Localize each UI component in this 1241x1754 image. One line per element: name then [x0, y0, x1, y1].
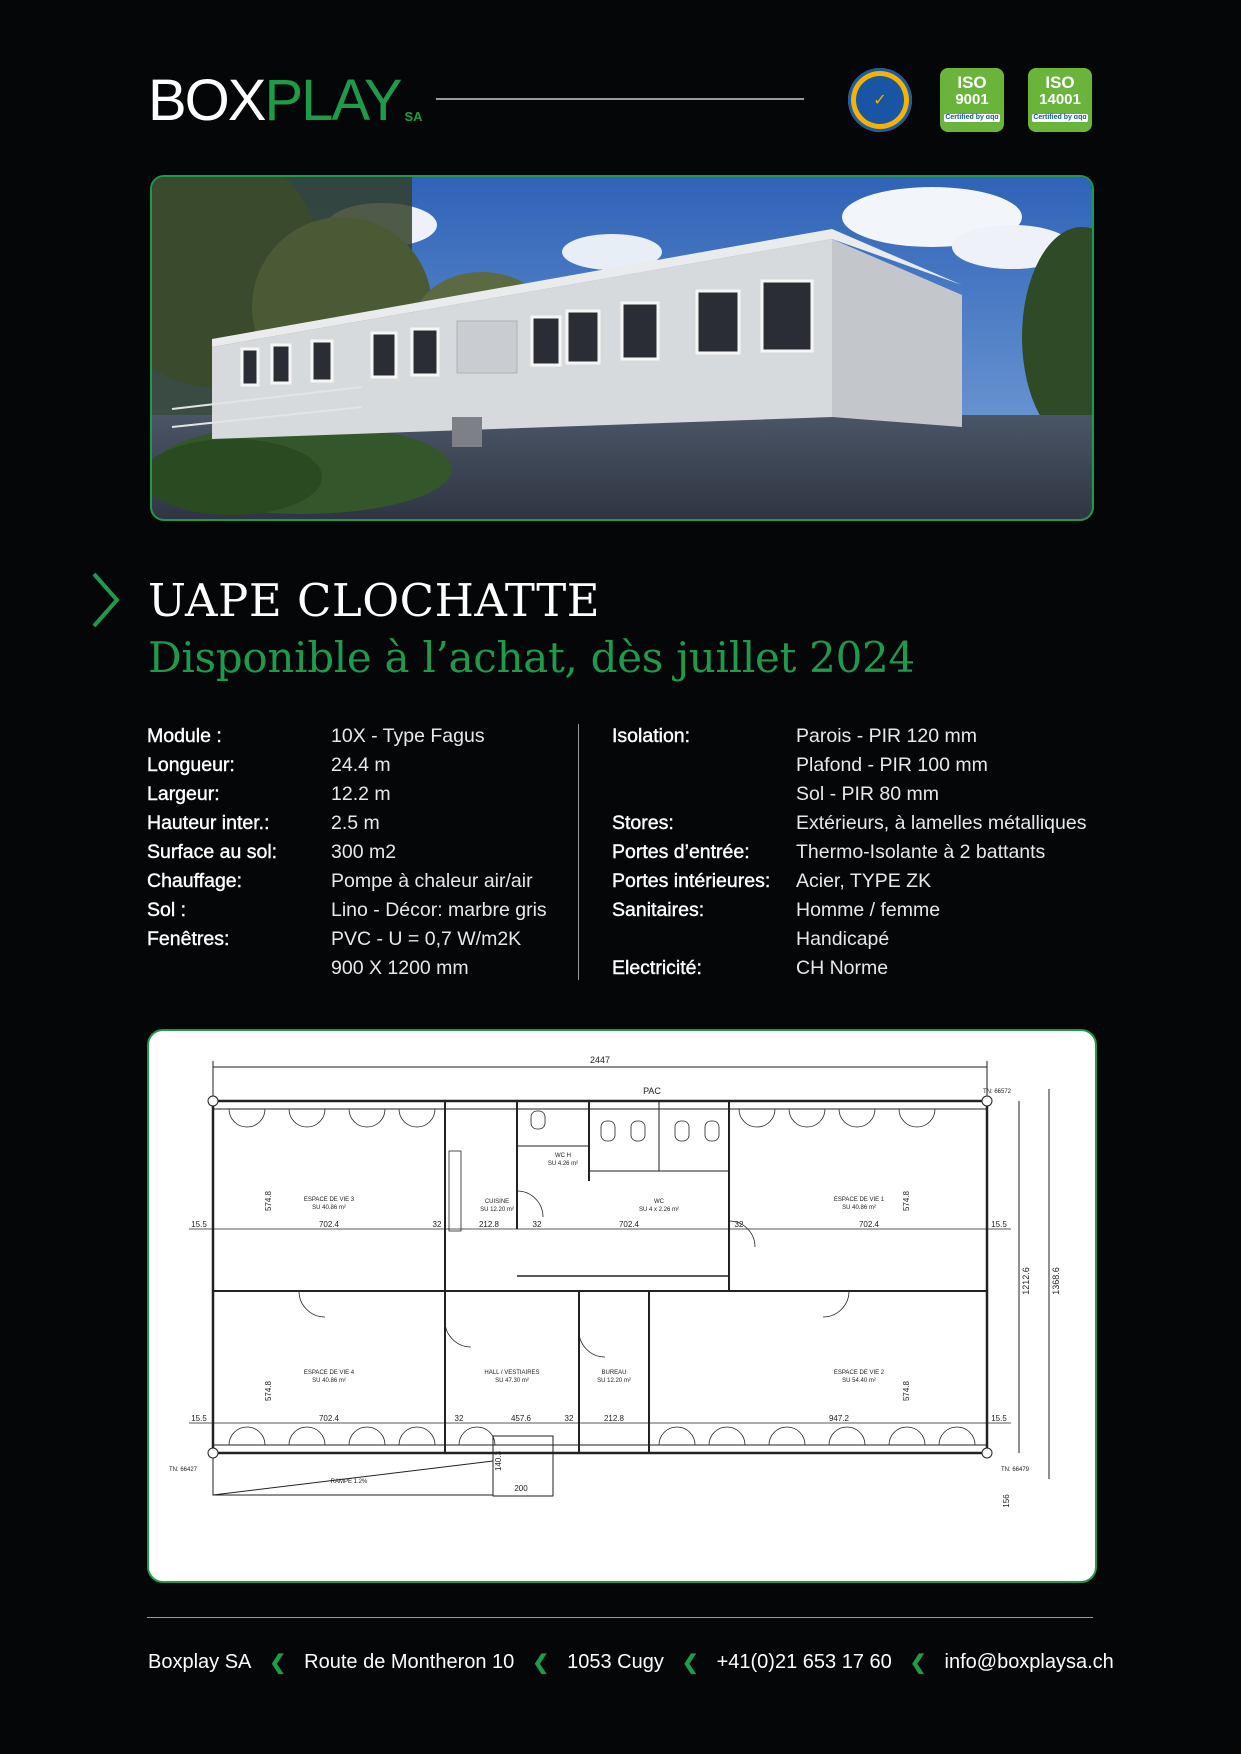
header-divider: [436, 98, 804, 100]
separator-icon: ❮: [909, 1652, 927, 1674]
rampe-label: RAMPE 1.2%: [330, 1479, 368, 1485]
separator-icon: ❮: [269, 1652, 287, 1674]
footer-contact: [148, 1650, 1114, 1675]
room-hall-area: SU 47.30 m²: [495, 1378, 529, 1384]
separator-icon: ❮: [532, 1652, 550, 1674]
certified-seal-icon: ✓: [848, 68, 912, 132]
building-photo: [150, 175, 1094, 521]
room-wch-area: SU 4.26 m²: [547, 1161, 579, 1167]
room-espace3-area: SU 40.86 m²: [312, 1205, 346, 1211]
room-bureau-area: SU 12.20 m²: [597, 1378, 631, 1384]
dim-label: 702.4: [318, 1414, 340, 1423]
page-title: UAPE CLOCHATTE: [148, 574, 601, 627]
dim-label: 15.5: [191, 1414, 207, 1423]
room-wc-name: WC: [654, 1199, 664, 1205]
room-hall-name: HALL / VESTIAIRES: [484, 1370, 540, 1376]
spec-row: Stores: Extérieurs, à lamelles métalliques: [612, 812, 1087, 834]
footer-email-link[interactable]: info@boxplaysa.ch: [944, 1651, 1114, 1673]
room-espace2-area: SU 54.40 m²: [842, 1378, 876, 1384]
dim-label: 32: [734, 1220, 744, 1229]
specs-right: [612, 722, 1086, 983]
spec-row: Longueur: 24.4 m: [147, 754, 391, 776]
spec-row: Portes d’entrée: Thermo-Isolante à 2 battants: [612, 841, 1046, 863]
dim-label: 947.2: [828, 1414, 850, 1423]
spec-row: Handicapé: [796, 928, 890, 950]
spec-row: Isolation: Parois - PIR 120 mm: [612, 725, 977, 747]
dim-label: 156: [1002, 1494, 1011, 1508]
dim-label: 32: [564, 1414, 574, 1423]
dim-label: 32: [532, 1220, 542, 1229]
dim-label: 574.8: [902, 1190, 911, 1212]
dim-height-inner: 1212.6: [1021, 1267, 1031, 1295]
spec-row: Hauteur inter.: 2.5 m: [147, 812, 380, 834]
dim-label: 702.4: [858, 1220, 880, 1229]
specs-divider: [578, 724, 579, 980]
tn-top-label: TN: 66572: [982, 1089, 1012, 1095]
dim-label: 212.8: [478, 1220, 500, 1229]
floor-plan: [147, 1029, 1097, 1583]
footer-city: 1053 Cugy: [567, 1651, 664, 1673]
dim-label: 212.8: [603, 1414, 625, 1423]
room-cuisine-area: SU 12.20 m²: [480, 1207, 514, 1213]
footer-company: Boxplay SA: [148, 1651, 252, 1673]
spec-row: Fenêtres: PVC - U = 0,7 W/m2K: [147, 928, 522, 950]
footer-divider: [147, 1617, 1093, 1618]
spec-row: Plafond - PIR 100 mm: [796, 754, 988, 776]
room-espace4-name: ESPACE DE VIE 4: [303, 1370, 355, 1376]
chevron-right-icon: [90, 570, 122, 630]
spec-row: Chauffage: Pompe à chaleur air/air: [147, 870, 533, 892]
spec-row: 900 X 1200 mm: [331, 957, 469, 979]
room-espace1-area: SU 40.86 m²: [842, 1205, 876, 1211]
tn-left-label: TN: 66427: [168, 1467, 198, 1473]
iso-14001-badge: ISO 14001 Certified by ɑqɑ: [1028, 68, 1092, 132]
dim-label: 702.4: [318, 1220, 340, 1229]
dim-label: 15.5: [991, 1220, 1007, 1229]
dim-label: 32: [454, 1414, 464, 1423]
room-cuisine-name: CUISINE: [484, 1199, 510, 1205]
floor-plan-drawing: [149, 1031, 1095, 1581]
spec-row: Surface au sol: 300 m2: [147, 841, 397, 863]
dim-label: 140.3: [494, 1450, 503, 1472]
spec-row: Portes intérieures: Acier, TYPE ZK: [612, 870, 932, 892]
dim-label: 200: [514, 1484, 528, 1493]
specs-left: [147, 722, 547, 983]
footer-address: Route de Montheron 10: [304, 1651, 515, 1673]
dim-label: 574.8: [264, 1190, 273, 1212]
room-espace2-name: ESPACE DE VIE 2: [833, 1370, 885, 1376]
dim-label: 702.4: [618, 1220, 640, 1229]
dim-label: 15.5: [191, 1220, 207, 1229]
tn-right-label: TN: 66479: [1000, 1467, 1030, 1473]
dim-label: 32: [432, 1220, 442, 1229]
boxplay-logo: [148, 68, 423, 133]
separator-icon: ❮: [681, 1652, 699, 1674]
spec-row: Electricité: CH Norme: [612, 957, 889, 979]
logo-play-text: PLAY: [264, 68, 401, 133]
logo-box-text: BOX: [148, 68, 265, 133]
footer-phone-link[interactable]: +41(0)21 653 17 60: [716, 1651, 892, 1673]
page-subtitle: Disponible à l’achat, dès juillet 2024: [148, 633, 915, 682]
room-espace4-area: SU 40.86 m²: [312, 1378, 346, 1384]
spec-row: Sol : Lino - Décor: marbre gris: [147, 899, 547, 921]
room-wc-area: SU 4 x 2.26 m²: [638, 1207, 680, 1213]
room-espace3-name: ESPACE DE VIE 3: [303, 1197, 355, 1203]
spec-row: Sol - PIR 80 mm: [796, 783, 940, 805]
dim-label: 15.5: [991, 1414, 1007, 1423]
logo-sa-text: SA: [404, 109, 423, 124]
dim-label: 457.6: [510, 1414, 532, 1423]
spec-row: Largeur: 12.2 m: [147, 783, 391, 805]
pac-label: PAC: [643, 1086, 661, 1096]
room-bureau-name: BUREAU: [601, 1370, 627, 1376]
spec-row: Module : 10X - Type Fagus: [147, 725, 485, 747]
room-wch-name: WC H: [555, 1153, 571, 1159]
iso-9001-badge: ISO 9001 Certified by ɑqɑ: [940, 68, 1004, 132]
dim-label: 574.8: [264, 1380, 273, 1402]
dim-height-total: 1368.6: [1051, 1267, 1061, 1295]
spec-row: Sanitaires: Homme / femme: [612, 899, 941, 921]
dim-total-width: 2447: [589, 1055, 611, 1065]
dim-label: 574.8: [902, 1380, 911, 1402]
room-espace1-name: ESPACE DE VIE 1: [833, 1197, 885, 1203]
